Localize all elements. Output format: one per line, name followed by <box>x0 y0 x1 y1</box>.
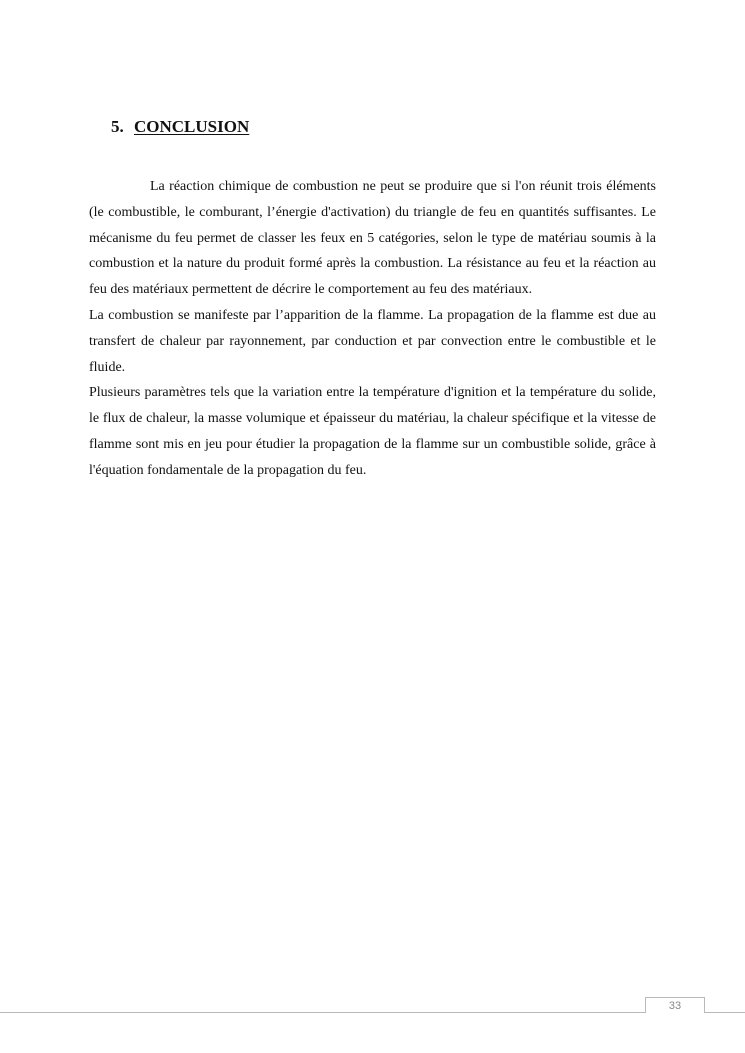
section-heading <box>111 116 249 138</box>
page-number: 33 <box>645 997 705 1013</box>
paragraph-parameters: Plusieurs paramètres tels que la variation entre la température d'ignition et la température du solide, le flux de chaleur, la masse volumique et épaisseur du matériau, la chaleur spécifique et la vitesse de flamme sont mis en jeu pour étudier la propagation de la flamme sur un combustible solide, grâce à l'équation fondamentale de la propagation du feu. <box>89 385 656 478</box>
footer-rule <box>0 1012 745 1013</box>
paragraph-flame: La combustion se manifeste par l’apparition de la flamme. La propagation de la flamme est due au transfert de chaleur par rayonnement, par conduction et par convection entre le combustible et le fluide. <box>89 307 656 375</box>
paragraph-intro: La réaction chimique de combustion ne peut se produire que si l'on réunit trois éléments (le combustible, le comburant, l’énergie d'activation) du triangle de feu en quantités suffisantes. Le mécanisme du feu permet de classer les feux en 5 catégories, selon le type de matériau soumis à la combustion et la nature du produit formé après la combustion. La résistance au feu et la réaction au feu des matériaux permettent de décrire le comportement au feu des matériaux. <box>89 179 656 298</box>
section-body <box>89 174 656 484</box>
section-title: CONCLUSION <box>134 117 250 136</box>
section-number: 5. <box>111 117 124 136</box>
